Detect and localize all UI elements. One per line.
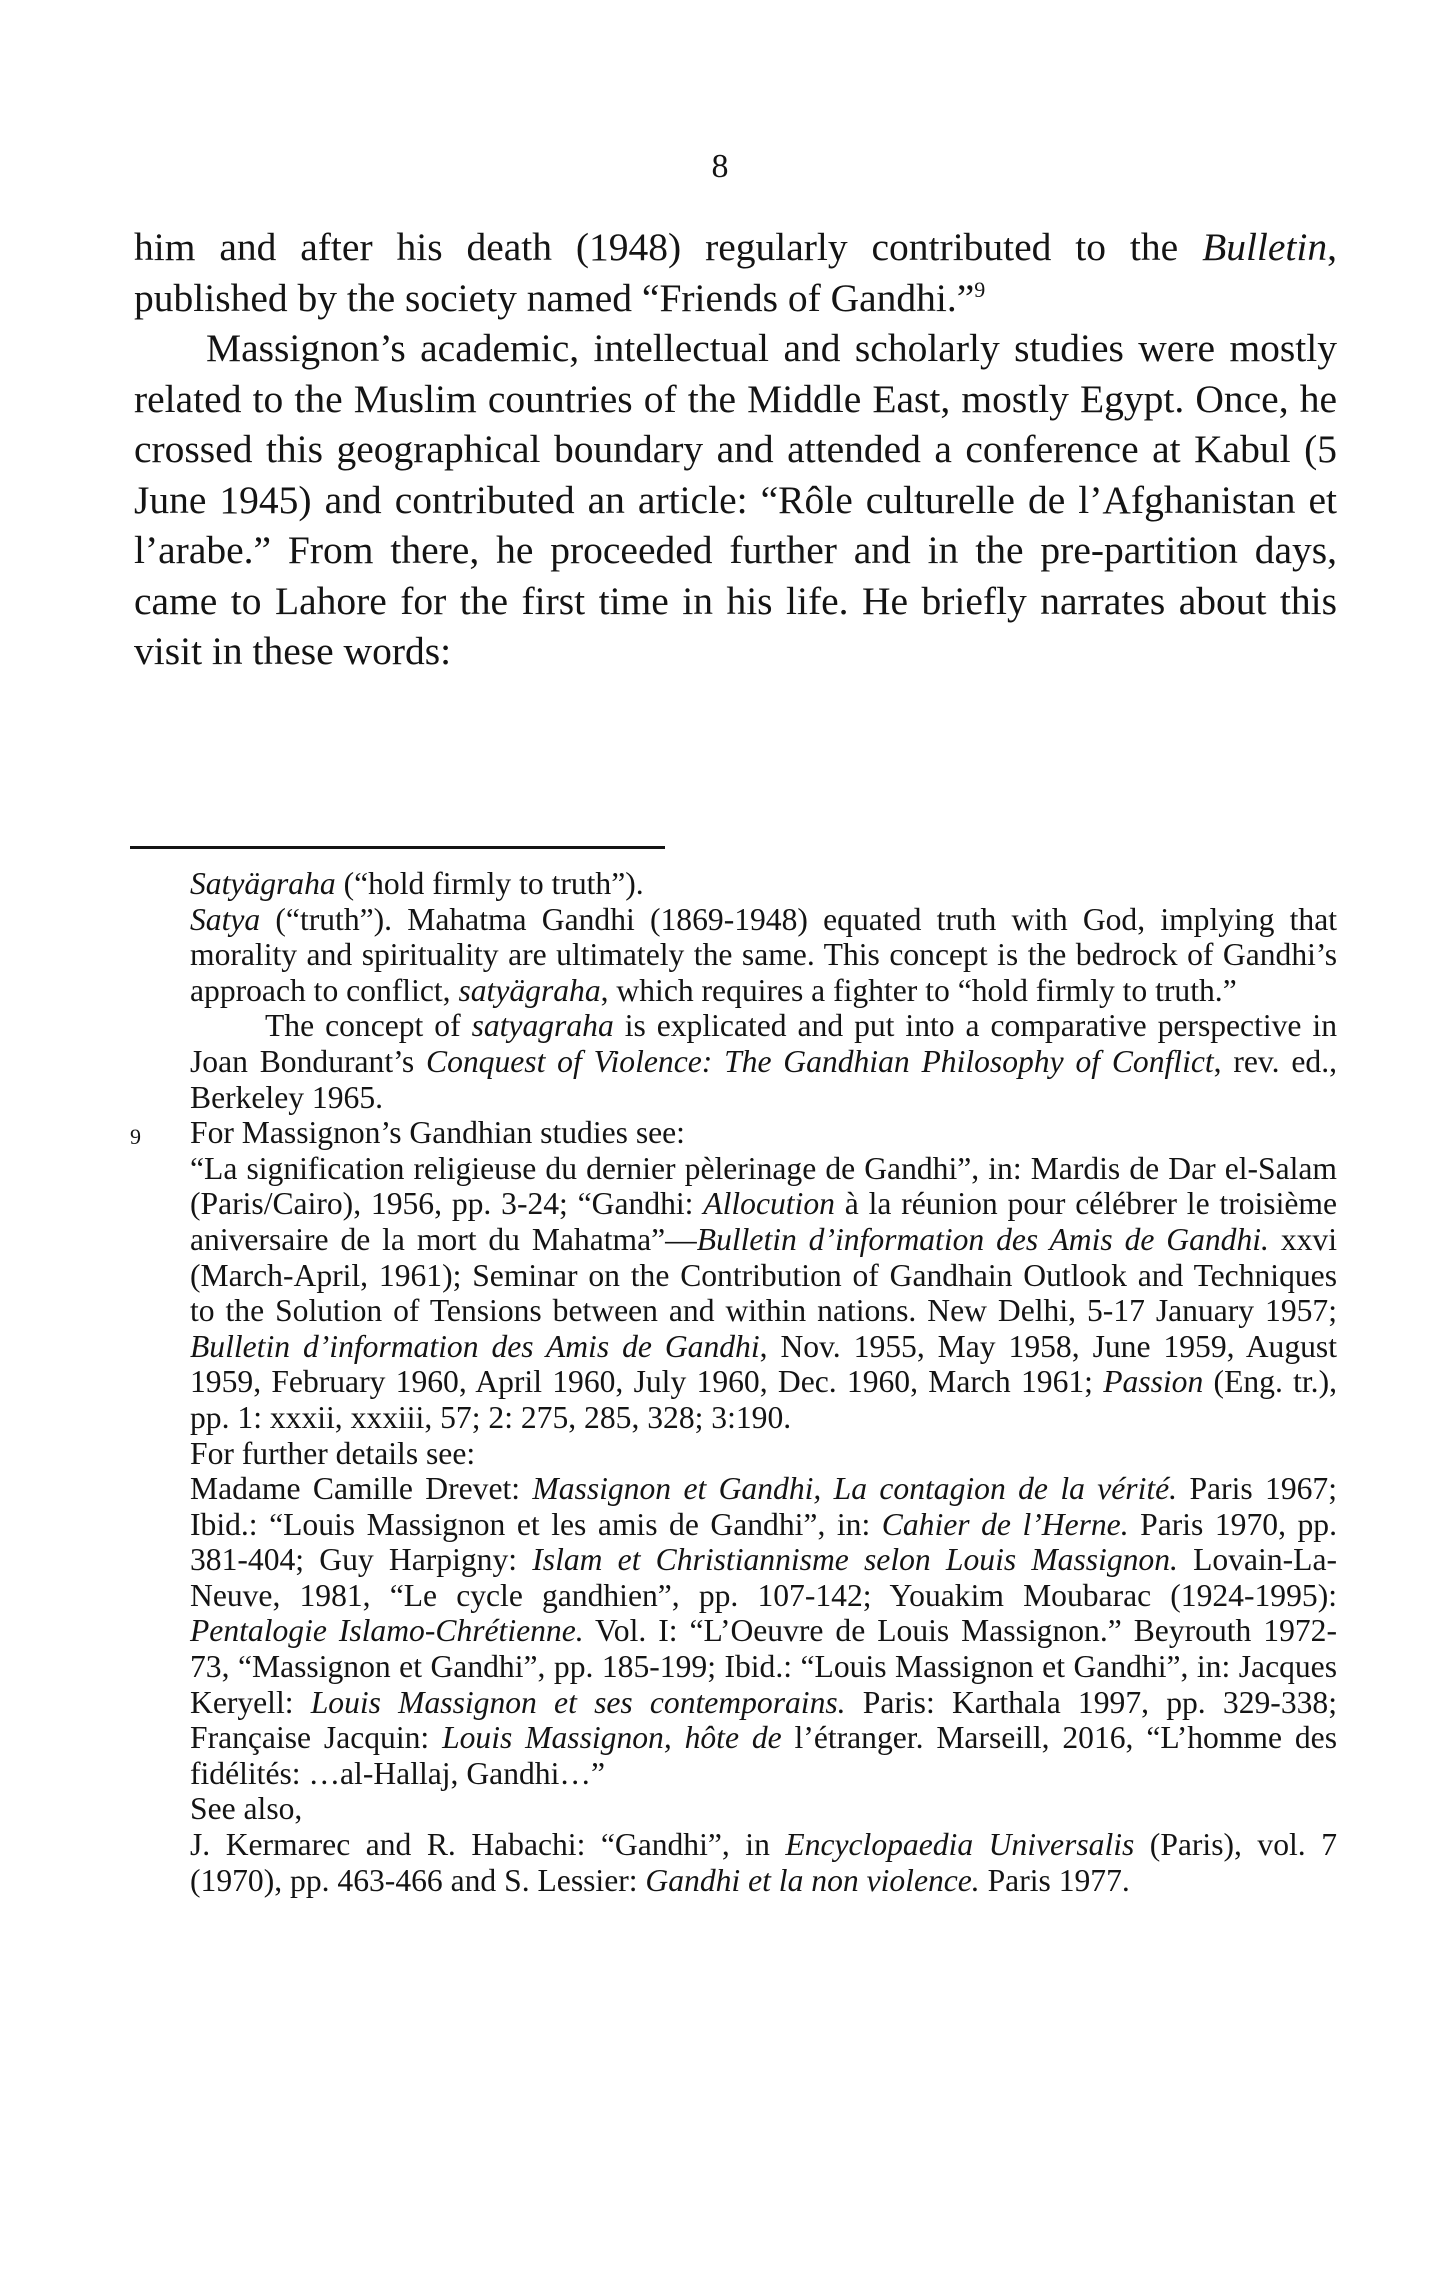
footnote-7 <box>190 866 1337 902</box>
footnote-9 <box>130 1115 1338 1898</box>
footnote-separator <box>130 846 665 849</box>
footnote-reference: 9 <box>974 276 986 302</box>
footnote-text: “La signification religieuse du dernier pèlerinage de Gandhi”, in: Mardis de Dar el-Salam (Paris/Cairo), 1956, pp. 3-24; “Gandhi: Allocution à la réunion pour célébrer le troisième aniversaire de la mort du Mahatma”—Bulletin d’information des Amis de Gandhi. xxvi (March-April, 1961); Seminar on the Contribution of Gandhain Outlook and Techniques to the Solution of Tensions between and within nations. New Delhi, 5-17 January 1957; Bulletin d’information des Amis de Gandhi, Nov. 1955, May 1958, June 1959, August 1959, February 1960, April 1960, July 1960, Dec. 1960, March 1961; Passion (Eng. tr.), pp. 1: xxxii, xxxiii, 57; 2: 275, 285, 328; 3:190. <box>190 1150 1338 1435</box>
footnote-text: For Massignon’s Gandhian studies see: <box>190 1115 685 1151</box>
footnotes <box>130 866 1338 1898</box>
footnote-text: See also, <box>190 1791 303 1827</box>
footnote-text: For further details see: <box>190 1435 476 1471</box>
footnote-text: J. Kermarec and R. Habachi: “Gandhi”, in Encyclopaedia Universalis (Paris), vol. 7 (1970), pp. 463-466 and S. Lessier: Gandhi et la non violence. Paris 1977. <box>190 1827 1337 1898</box>
footnote-text: Satyägraha (“hold firmly to truth”). <box>190 866 644 901</box>
main-text <box>134 222 1337 677</box>
footnote-number: 9 <box>130 1124 141 1150</box>
footnote-text: Satya (“truth”). Mahatma Gandhi (1869-1948) equated truth with God, implying that morality and spirituality are ultimately the same. This concept is the bedrock of Gandhi’s approach to conflict, satyägraha, which requires a fighter to “hold firmly to truth.” <box>190 901 1337 1008</box>
paragraph-continuation: him and after his death (1948) regularly contributed to the Bulletin, published by the society named “Friends of Gandhi.”$^9$ <box>134 225 1337 320</box>
footnote-text: Madame Camille Drevet: Massignon et Gandhi, La contagion de la vérité. Paris 1967; Ibid.: “Louis Massignon et les amis de Gandhi”, in: Cahier de l’Herne. Paris 1970, pp. 381-404; Guy Harpigny: Islam et Christiannisme selon Louis Massignon. Lovain-La-Neuve, 1981, “Le cycle gandhien”, pp. 107-142; Youakim Moubarac (1924-1995): Pentalogie Islamo-Chrétienne. Vol. I: “L’Oeuvre de Louis Massignon.” Beyrouth 1972-73, “Massignon et Gandhi”, pp. 185-199; Ibid.: “Louis Massignon et Gandhi”, in: Jacques Keryell: Louis Massignon et ses contemporains. Paris: Karthala 1997, pp. 329-338; Française Jacquin: Louis Massignon, hôte de l’étranger. Marseill, 2016, “L’homme des fidélités: …al-Hallaj, Gandhi…” <box>190 1471 1338 1791</box>
italic-title: Bulletin <box>1202 225 1328 269</box>
footnote-text: The concept of satyagraha is explicated and put into a comparative perspective in Joan Bondurant’s Conquest of Violence: The Gandhian Philosophy of Conflict, rev. ed., Berkeley 1965. <box>190 1008 1337 1115</box>
footnote-8 <box>190 902 1337 1116</box>
paragraph: Massignon’s academic, intellectual and scholarly studies were mostly related to the Muslim countries of the Middle East, mostly Egypt. Once, he crossed this geographical boundary and attended a conference at Kabul (5 June 1945) and contributed an article: “Rôle culturelle de l’Afghanistan et l’arabe.” From there, he proceeded further and in the pre-partition days, came to Lahore for the first time in his life. He briefly narrates about this visit in these words: <box>134 326 1337 673</box>
page-number: 8 <box>711 148 729 185</box>
